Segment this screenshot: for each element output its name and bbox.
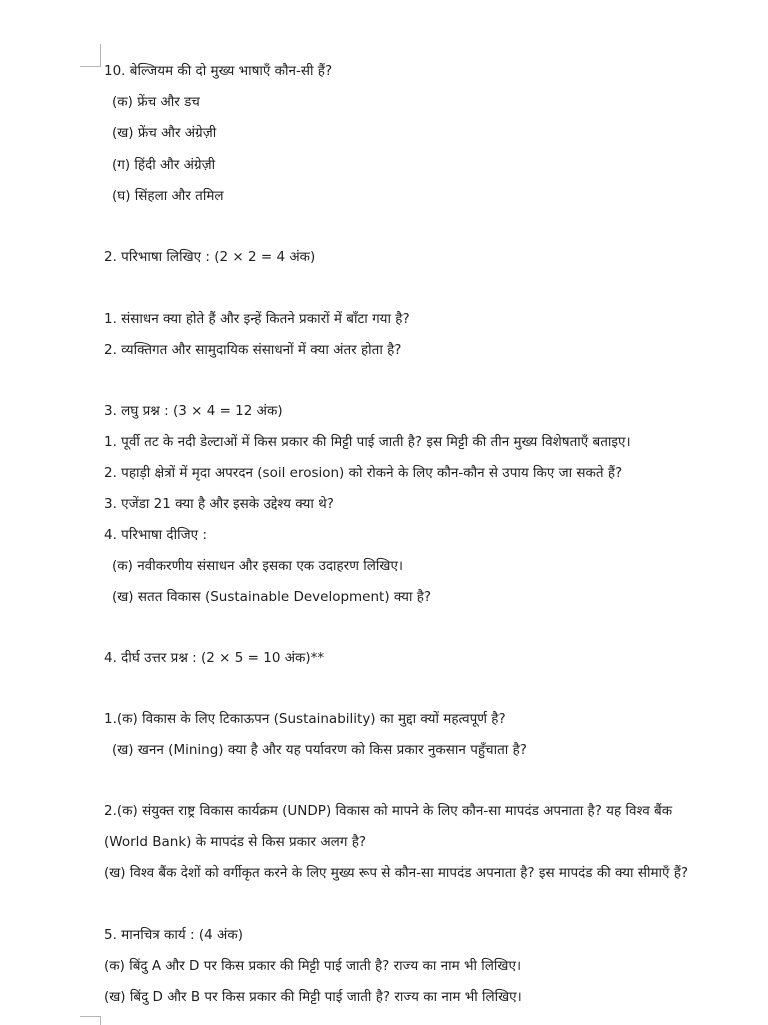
- section-3-item-1: 1. पूर्वी तट के नदी डेल्टाओं में किस प्रकार की मिट्टी पाई जाती है? इस मिट्टी की तीन मुख्य विशेषताएँ बताइए।: [104, 434, 631, 450]
- section-2-item-2: 2. व्यक्तिगत और सामुदायिक संसाधनों में क्या अंतर होता है?: [104, 342, 402, 358]
- section-2-heading: 2. परिभाषा लिखिए : (2 × 2 = 4 अंक): [104, 249, 316, 265]
- section-3-heading: 3. लघु प्रश्न : (3 × 4 = 12 अंक): [104, 403, 283, 419]
- section-3-item-2: 2. पहाड़ी क्षेत्रों में मृदा अपरदन (soil erosion) को रोकने के लिए कौन-कौन से उपाय किए जा सकते हैं?: [104, 465, 623, 481]
- section-4-q2-kha: (ख) विश्व बैंक देशों को वर्गीकृत करने के लिए मुख्य रूप से कौन-सा मापदंड अपनाता है? इस मापदंड की क्या सीमाएँ हैं?: [104, 865, 689, 881]
- section-3-subitem-kha: (ख) सतत विकास (Sustainable Development) क्या है?: [112, 589, 432, 605]
- section-2-item-1: 1. संसाधन क्या होते हैं और इन्हें कितने प्रकारों में बाँटा गया है?: [104, 311, 410, 327]
- q10-option-ga: (ग) हिंदी और अंग्रेज़ी: [112, 157, 216, 173]
- section-4-heading: 4. दीर्घ उत्तर प्रश्न : (2 × 5 = 10 अंक)**: [104, 650, 325, 666]
- section-5-item-ka: (क) बिंदु A और D पर किस प्रकार की मिट्टी पाई जाती है? राज्य का नाम भी लिखिए।: [104, 958, 522, 974]
- q10-option-ka: (क) फ्रेंच और डच: [112, 94, 200, 110]
- section-4-q1-ka: 1.(क) विकास के लिए टिकाऊपन (Sustainability) का मुद्दा क्यों महत्वपूर्ण है?: [104, 711, 506, 727]
- q10-option-gha: (घ) सिंहला और तमिल: [112, 188, 224, 204]
- question-10: 10. बेल्जियम की दो मुख्य भाषाएँ कौन-सी हैं?: [104, 63, 333, 79]
- q10-option-kha: (ख) फ्रेंच और अंग्रेज़ी: [112, 125, 217, 141]
- section-5-item-kha: (ख) बिंदु D और B पर किस प्रकार की मिट्टी पाई जाती है? राज्य का नाम भी लिखिए।: [104, 989, 522, 1005]
- section-4-q2-ka-continued: (World Bank) के मापदंड से किस प्रकार अलग है?: [104, 834, 367, 850]
- section-5-heading: 5. मानचित्र कार्य : (4 अंक): [104, 927, 243, 943]
- page-margin-mark-top: [80, 44, 101, 67]
- section-3-subitem-ka: (क) नवीकरणीय संसाधन और इसका एक उदाहरण लिखिए।: [112, 558, 404, 574]
- section-3-item-3: 3. एजेंडा 21 क्या है और इसके उद्देश्य क्या थे?: [104, 496, 334, 512]
- section-3-item-4: 4. परिभाषा दीजिए :: [104, 527, 207, 543]
- section-4-q2-ka: 2.(क) संयुक्त राष्ट्र विकास कार्यक्रम (UNDP) विकास को मापने के लिए कौन-सा मापदंड अपनाता है? यह विश्व बैंक: [104, 803, 673, 819]
- section-4-q1-kha: (ख) खनन (Mining) क्या है और यह पर्यावरण को किस प्रकार नुकसान पहुँचाता है?: [112, 742, 527, 758]
